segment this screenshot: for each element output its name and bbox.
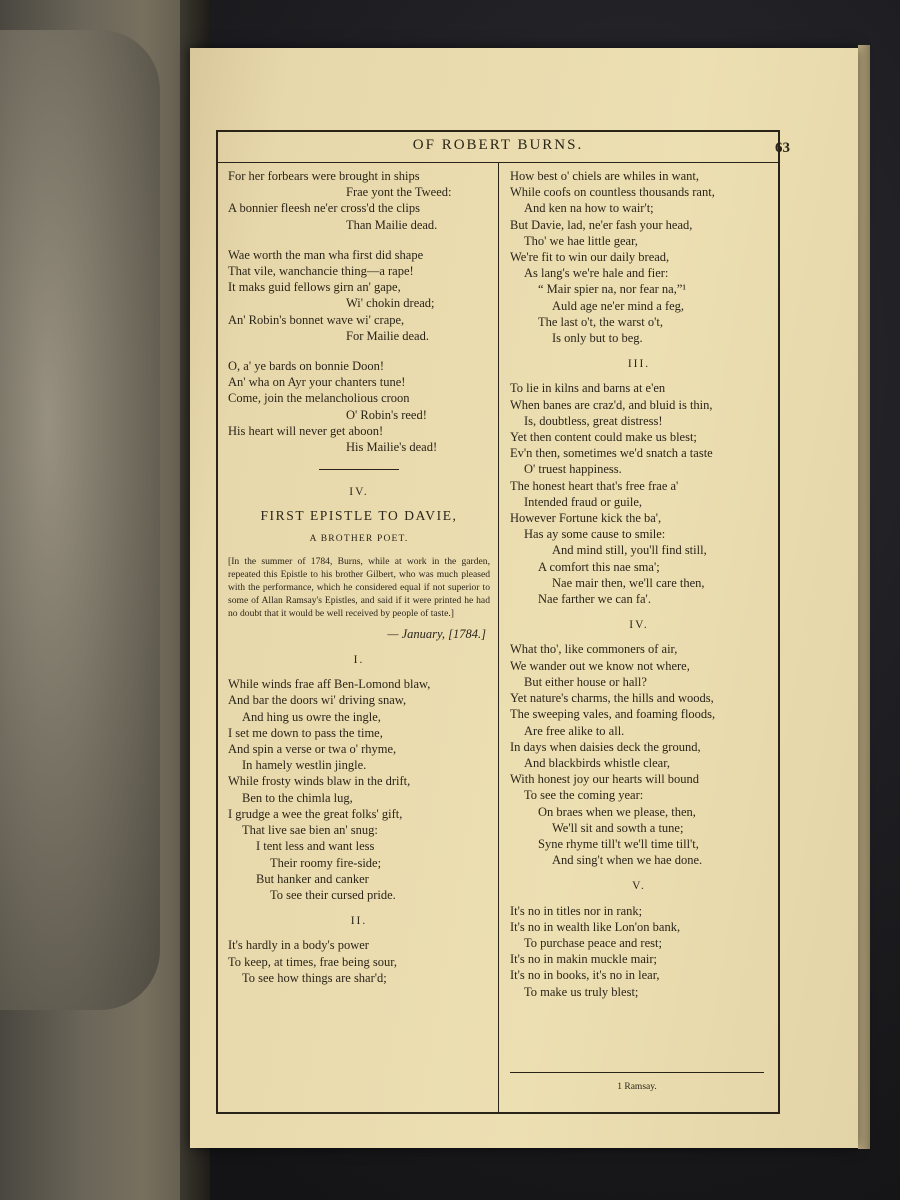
verse-line: Intended fraud or guile, — [524, 494, 643, 509]
verse-line: O' truest happiness. — [524, 462, 622, 477]
verse-line: It's no in makin muckle mair; — [510, 952, 658, 967]
verse-line: Is only but to beg. — [552, 331, 643, 346]
verse-line: And ken na how to wair't; — [524, 201, 654, 216]
verse-line: A bonnier fleesh ne'er cross'd the clips — [228, 201, 420, 216]
verse-line: An' Robin's bonnet wave wi' crape, — [228, 312, 405, 327]
column-divider — [498, 162, 499, 1112]
verse-line: Tho' we hae little gear, — [524, 233, 638, 248]
verse-line: While frosty winds blaw in the drift, — [228, 774, 411, 789]
verse-line: O, a' ye bards on bonnie Doon! — [228, 359, 385, 374]
part-number: V. — [632, 880, 646, 893]
verse-line: Syne rhyme till't we'll time till't, — [538, 836, 699, 851]
verse-line: An' wha on Ayr your chanters tune! — [228, 375, 406, 390]
verse-line: Come, join the melancholious croon — [228, 391, 410, 406]
verse-line: Nae farther we can fa'. — [538, 592, 651, 607]
verse-line: In hamely westlin jingle. — [242, 758, 367, 773]
verse-line: And sing't when we hae done. — [552, 853, 703, 868]
page-edge — [858, 45, 870, 1149]
verse-line: We're fit to win our daily bread, — [510, 250, 670, 265]
verse-line: Ben to the chimla lug, — [242, 790, 353, 805]
verse-line: For her forbears were brought in ships — [228, 169, 420, 183]
verse-line: To see the coming year: — [524, 788, 644, 803]
verse-line: To see their cursed pride. — [270, 887, 396, 902]
poem-title: FIRST EPISTLE TO DAVIE, — [260, 508, 458, 524]
verse-line: The last o't, the warst o't, — [538, 314, 663, 329]
verse-line: The sweeping vales, and foaming floods, — [510, 707, 716, 722]
verse-line: And mind still, you'll find still, — [552, 543, 707, 558]
part-number: I. — [353, 654, 365, 667]
section-number: IV. — [349, 486, 369, 499]
verse-line: It's no in books, it's no in lear, — [510, 968, 660, 983]
verse-line: But hanker and canker — [256, 871, 369, 886]
left-page — [0, 0, 205, 1200]
verse-line: On braes when we please, then, — [538, 804, 696, 819]
right-column — [510, 168, 768, 1000]
verse-line: Than Mailie dead. — [346, 217, 438, 232]
verse-line: We'll sit and sowth a tune; — [552, 820, 684, 835]
verse-line: I set me down to pass the time, — [228, 725, 383, 740]
verse-line: That vile, wanchancie thing—a rape! — [228, 264, 414, 279]
section-rule — [319, 469, 399, 470]
verse-line: I tent less and want less — [256, 839, 375, 854]
verse-line: Yet then content could make us blest; — [510, 430, 697, 445]
verse-line: Wae worth the man wha first did shape — [228, 247, 424, 262]
footnote-rule — [510, 1072, 764, 1073]
verse-line: His Mailie's dead! — [346, 440, 438, 455]
verse-line: To see how things are shar'd; — [242, 970, 387, 985]
verse-line: Their roomy fire-side; — [270, 855, 382, 870]
verse-line: For Mailie dead. — [346, 328, 429, 343]
verse-line: Wi' chokin dread; — [346, 296, 435, 311]
part-number: II. — [350, 915, 368, 928]
verse-line: What tho', like commoners of air, — [510, 642, 678, 657]
part-number: IV. — [629, 619, 649, 632]
verse-line: It's hardly in a body's power — [228, 938, 369, 953]
verse-line: But Davie, lad, ne'er fash your head, — [510, 217, 693, 232]
left-column — [228, 168, 490, 986]
verse-line: And blackbirds whistle clear, — [524, 755, 670, 770]
verse-line: But either house or hall? — [524, 674, 647, 689]
verse-line: To keep, at times, frae being sour, — [228, 954, 398, 969]
page-number: 63 — [775, 140, 790, 156]
verse-line: It's no in wealth like Lon'on bank, — [510, 919, 681, 934]
verse-line: Nae mair then, we'll care then, — [552, 575, 705, 590]
verse-line: O' Robin's reed! — [346, 407, 427, 422]
verse-line: With honest joy our hearts will bound — [510, 772, 700, 787]
verse-line: His heart will never get aboon! — [228, 423, 384, 438]
verse-line: While coofs on countless thousands rant, — [510, 185, 715, 200]
verse-line: A comfort this nae sma'; — [538, 559, 660, 574]
verse-line: How best o' chiels are whiles in want, — [510, 169, 700, 183]
verse-line: To purchase peace and rest; — [524, 935, 662, 950]
verse-line: Frae yont the Tweed: — [346, 185, 452, 200]
footnote: 1 Ramsay. — [617, 1082, 657, 1092]
verse-line: The honest heart that's free frae a' — [510, 478, 679, 493]
verse-line: To make us truly blest; — [524, 984, 639, 999]
text-frame — [216, 130, 790, 1114]
verse-line: We wander out we know not where, — [510, 658, 690, 673]
verse-line: However Fortune kick the ba', — [510, 511, 662, 526]
verse-line: It's no in titles nor in rank; — [510, 903, 643, 918]
verse-line: And spin a verse or twa o' rhyme, — [228, 742, 397, 757]
verse-line: Is, doubtless, great distress! — [524, 413, 663, 428]
verse-line: When banes are craz'd, and bluid is thin, — [510, 397, 713, 412]
verse-line: “ Mair spier na, nor fear na,”¹ — [538, 282, 687, 297]
verse-line: I grudge a wee the great folks' gift, — [228, 806, 403, 821]
verse-line: Yet nature's charms, the hills and woods, — [510, 691, 714, 706]
verse-line: It maks guid fellows girn an' gape, — [228, 280, 401, 295]
verse-line: While winds frae aff Ben-Lomond blaw, — [228, 677, 431, 692]
verse-line: To lie in kilns and barns at e'en — [510, 381, 666, 396]
verse-line: And hing us owre the ingle, — [242, 709, 381, 724]
verse-line: And bar the doors wi' driving snaw, — [228, 693, 407, 708]
headnote: [In the summer of 1784, Burns, while at work in the garden, repeated this Epistle to his brother Gilbert, who was much pleased with the performance, which he considered equal if not superior to some of Allan Ramsay's Epistles, and said if it were printed he had no doubt that it would be well received by people of taste.] — [228, 555, 490, 619]
verse-line: Has ay some cause to smile: — [524, 527, 666, 542]
verse-line: In days when daisies deck the ground, — [510, 739, 701, 754]
book-page — [190, 48, 858, 1148]
engraving-plate — [0, 30, 160, 1010]
verse-line: That live sae bien an' snug: — [242, 823, 378, 838]
poem-date: — January, [1784.] — [387, 626, 486, 641]
verse-line: Are free alike to all. — [524, 723, 625, 738]
verse-line: As lang's we're hale and fier: — [524, 266, 669, 281]
running-head: OF ROBERT BURNS. — [412, 137, 584, 153]
verse-line: Auld age ne'er mind a feg, — [552, 298, 685, 313]
verse-line: Ev'n then, sometimes we'd snatch a taste — [510, 446, 713, 461]
poem-subtitle: A BROTHER POET. — [309, 533, 409, 544]
part-number: III. — [627, 358, 651, 371]
